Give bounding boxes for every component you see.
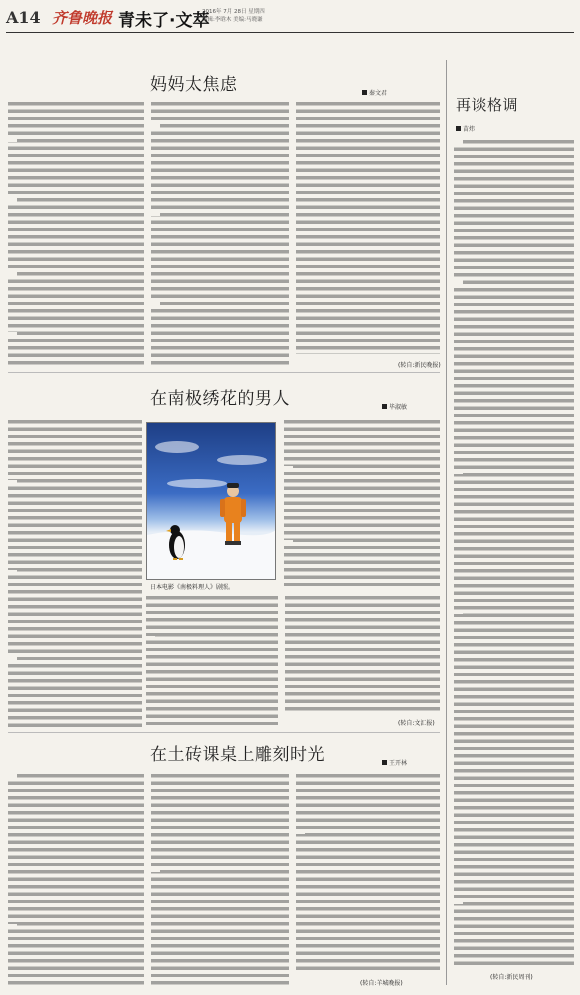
article-body-desk [8, 774, 440, 986]
article-text-column [285, 596, 440, 728]
photo-figure-illustration [147, 423, 276, 580]
article-divider [8, 372, 440, 373]
photo-caption: 日本电影《南极料理人》剧照。 [150, 584, 235, 591]
byline-marker-icon [456, 126, 461, 131]
article-source-desk: (转自:羊城晚报) [360, 980, 403, 987]
article-title-mama: 妈妈太焦虑 [150, 75, 238, 95]
article-title-antarctic: 在南极绣花的男人 [150, 389, 290, 409]
article-source-antarctic: (转自:文汇报) [398, 720, 435, 727]
article-byline-antarctic [382, 402, 407, 411]
article-source-mama: (转自:新民晚报) [398, 362, 441, 369]
article-author-mama: 秦文君 [369, 90, 388, 97]
article-text-column [8, 420, 142, 728]
article-source-style: (转自:新民周刊) [490, 974, 533, 981]
article-byline-desk [382, 758, 407, 767]
article-author-antarctic: 毕淑敏 [389, 404, 408, 411]
masthead-meta [202, 8, 402, 24]
article-text-column [146, 596, 278, 728]
article-author-style: 苗炜 [463, 126, 476, 133]
article-text-column [284, 420, 440, 586]
antarctic-photo [146, 422, 276, 580]
article-divider [8, 732, 440, 733]
article-body-mama [8, 102, 440, 368]
article-text-column [151, 102, 289, 368]
masthead [6, 4, 574, 30]
page-number: A14 [6, 8, 41, 27]
article-text-column [8, 102, 144, 368]
byline-marker-icon [382, 760, 387, 765]
newspaper-logo: 齐鲁晚报 [52, 9, 113, 27]
article-text-column [296, 774, 440, 986]
section-title: 青未了·文萃 [118, 11, 210, 31]
article-text-column [454, 140, 574, 966]
editor-credits: 编辑:李晗木 美编:马晓谦 [202, 17, 263, 23]
article-text-column [151, 774, 289, 986]
article-byline-mama [362, 88, 387, 97]
column-divider [446, 60, 447, 985]
article-title-style: 再谈格调 [456, 96, 519, 114]
article-author-desk: 王开林 [389, 760, 408, 767]
byline-marker-icon [382, 404, 387, 409]
masthead-rule [6, 32, 574, 33]
article-body-antarctic-lower [146, 596, 440, 728]
byline-marker-icon [362, 90, 367, 95]
article-text-column [296, 102, 440, 368]
article-byline-style [456, 124, 475, 133]
issue-date: 2016年 7月 28日 星期四 [202, 9, 265, 15]
article-title-desk: 在土砖课桌上雕刻时光 [150, 745, 325, 765]
article-text-column [8, 774, 144, 986]
